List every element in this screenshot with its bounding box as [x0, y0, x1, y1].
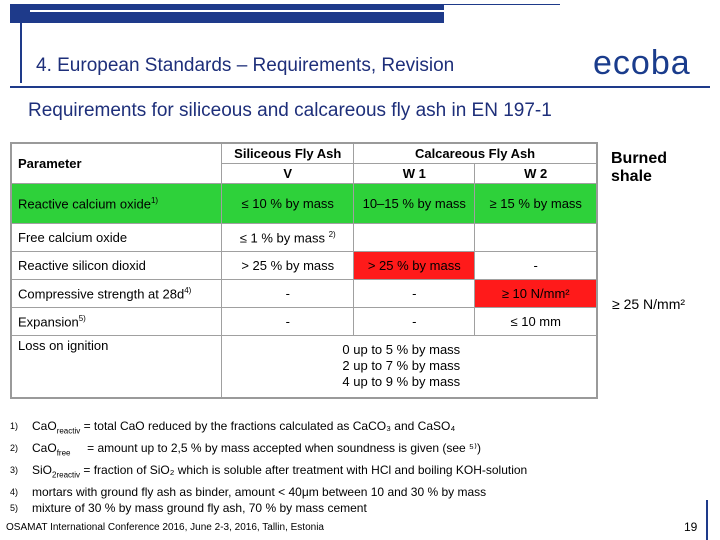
footnote-term-sub: free [56, 448, 71, 458]
footnote-ref: 2) [328, 229, 336, 239]
row-label-text: Reactive calcium oxide [18, 196, 151, 212]
cell-v [222, 224, 354, 252]
loss-value: 2 up to 7 % by mass [342, 358, 461, 374]
header-stripe [30, 10, 444, 12]
table-header-row [11, 143, 597, 164]
cell-w2: - [475, 252, 597, 280]
header-calcareous: Calcareous Fly Ash [354, 143, 597, 164]
header-siliceous: Siliceous Fly Ash [222, 143, 354, 164]
cell-v: - [222, 308, 354, 336]
cell-v: - [222, 280, 354, 308]
footnote-text: = fraction of SiO₂ which is soluble after treatment with HCl and boiling KOH-solution [83, 462, 528, 477]
footnote-marker: 3) [10, 464, 19, 475]
header-v: V [222, 164, 354, 184]
footnote-text: mixture of 30 % by mass ground fly ash, 70 % by mass cement [32, 501, 367, 516]
footer-conference: OSAMAT International Conference 2016, June 2-3, 2016, Tallin, Estonia [6, 522, 324, 533]
footnote [10, 500, 527, 517]
header-rule-top [10, 4, 560, 5]
header-parameter: Parameter [11, 143, 222, 184]
row-label: Free calcium oxide [11, 224, 222, 252]
footer-rule [706, 500, 708, 540]
cell-w1 [354, 224, 475, 252]
footnote-text: = total CaO reduced by the fractions calculated as CaCO₃ and CaSO₄ [83, 419, 456, 433]
cell-w1: > 25 % by mass [354, 252, 475, 280]
table-row-expansion [11, 308, 597, 336]
ecoba-logo: ecoba [593, 44, 691, 82]
burned-shale-strength: ≥ 25 N/mm² [612, 296, 686, 312]
requirements-table [10, 142, 598, 399]
cell-w2 [475, 224, 597, 252]
footnote-marker: 1) [10, 421, 19, 431]
cell-w2: ≤ 10 mm [475, 308, 597, 336]
footnote-term: SiO [32, 462, 53, 477]
cell-v-text: ≤ 1 % by mass [239, 230, 325, 246]
burned-shale-line1: Burned [611, 150, 667, 167]
footnote-term: CaO [32, 440, 57, 455]
cell-w1: 10–15 % by mass [354, 184, 475, 224]
slide-subtitle: Requirements for siliceous and calcareous fly ash in EN 197-1 [28, 100, 552, 121]
row-label-text: Expansion [18, 314, 79, 330]
header-bar [10, 4, 444, 23]
row-label [11, 280, 222, 308]
header-divider [10, 86, 710, 88]
footnote-term-sub: 2reactiv [52, 470, 81, 480]
burned-shale-label [611, 150, 667, 186]
cell-v: > 25 % by mass [222, 252, 354, 280]
footnote-ref: 5) [78, 313, 86, 323]
page-number: 19 [684, 520, 698, 534]
footnote-marker: 4) [10, 486, 19, 497]
table-row-free-cao [11, 224, 597, 252]
cell-w1: - [354, 280, 475, 308]
cell-v: ≤ 10 % by mass [222, 184, 354, 224]
cell-loss-values [222, 336, 597, 398]
row-label: Reactive silicon dioxid [11, 252, 222, 280]
burned-shale-line2: shale [611, 168, 652, 185]
footnote-ref: 4) [184, 285, 192, 295]
table-row-reactive-cao [11, 184, 597, 224]
row-label [11, 184, 222, 224]
table-row-reactive-sio2 [11, 252, 597, 280]
table-row-compressive [11, 280, 597, 308]
footnote-marker: 2) [10, 442, 19, 453]
footnote-term: CaO [32, 419, 57, 433]
row-label-text: Compressive strength at 28d [18, 286, 185, 302]
slide-title: 4. European Standards – Requirements, Revision [36, 55, 455, 76]
cell-w1: - [354, 308, 475, 336]
cell-w2: ≥ 10 N/mm² [475, 280, 597, 308]
row-label: Loss on ignition [11, 336, 222, 398]
header-vertical-rule [20, 23, 22, 83]
footnote-text: mortars with ground fly ash as binder, amount < 40μm between 10 and 30 % by mass [32, 484, 487, 499]
footnote-term-sub: reactiv [56, 426, 81, 436]
footnote [10, 440, 527, 462]
footnote [10, 462, 527, 484]
footnote [10, 418, 527, 440]
table-row-loss-on-ignition [11, 336, 597, 398]
header-w2: W 2 [475, 164, 597, 184]
footnote-ref: 1) [150, 195, 159, 205]
footnote-text: = amount up to 2,5 % by mass accepted when soundness is given (see ⁵⁾) [87, 440, 481, 455]
footnote-marker: 5) [10, 503, 19, 514]
header-w1: W 1 [354, 164, 475, 184]
loss-value: 0 up to 5 % by mass [342, 342, 461, 358]
cell-w2: ≥ 15 % by mass [475, 184, 597, 224]
footnotes [10, 418, 527, 517]
footnote [10, 484, 527, 501]
row-label [11, 308, 222, 336]
loss-value: 4 up to 9 % by mass [342, 374, 461, 390]
